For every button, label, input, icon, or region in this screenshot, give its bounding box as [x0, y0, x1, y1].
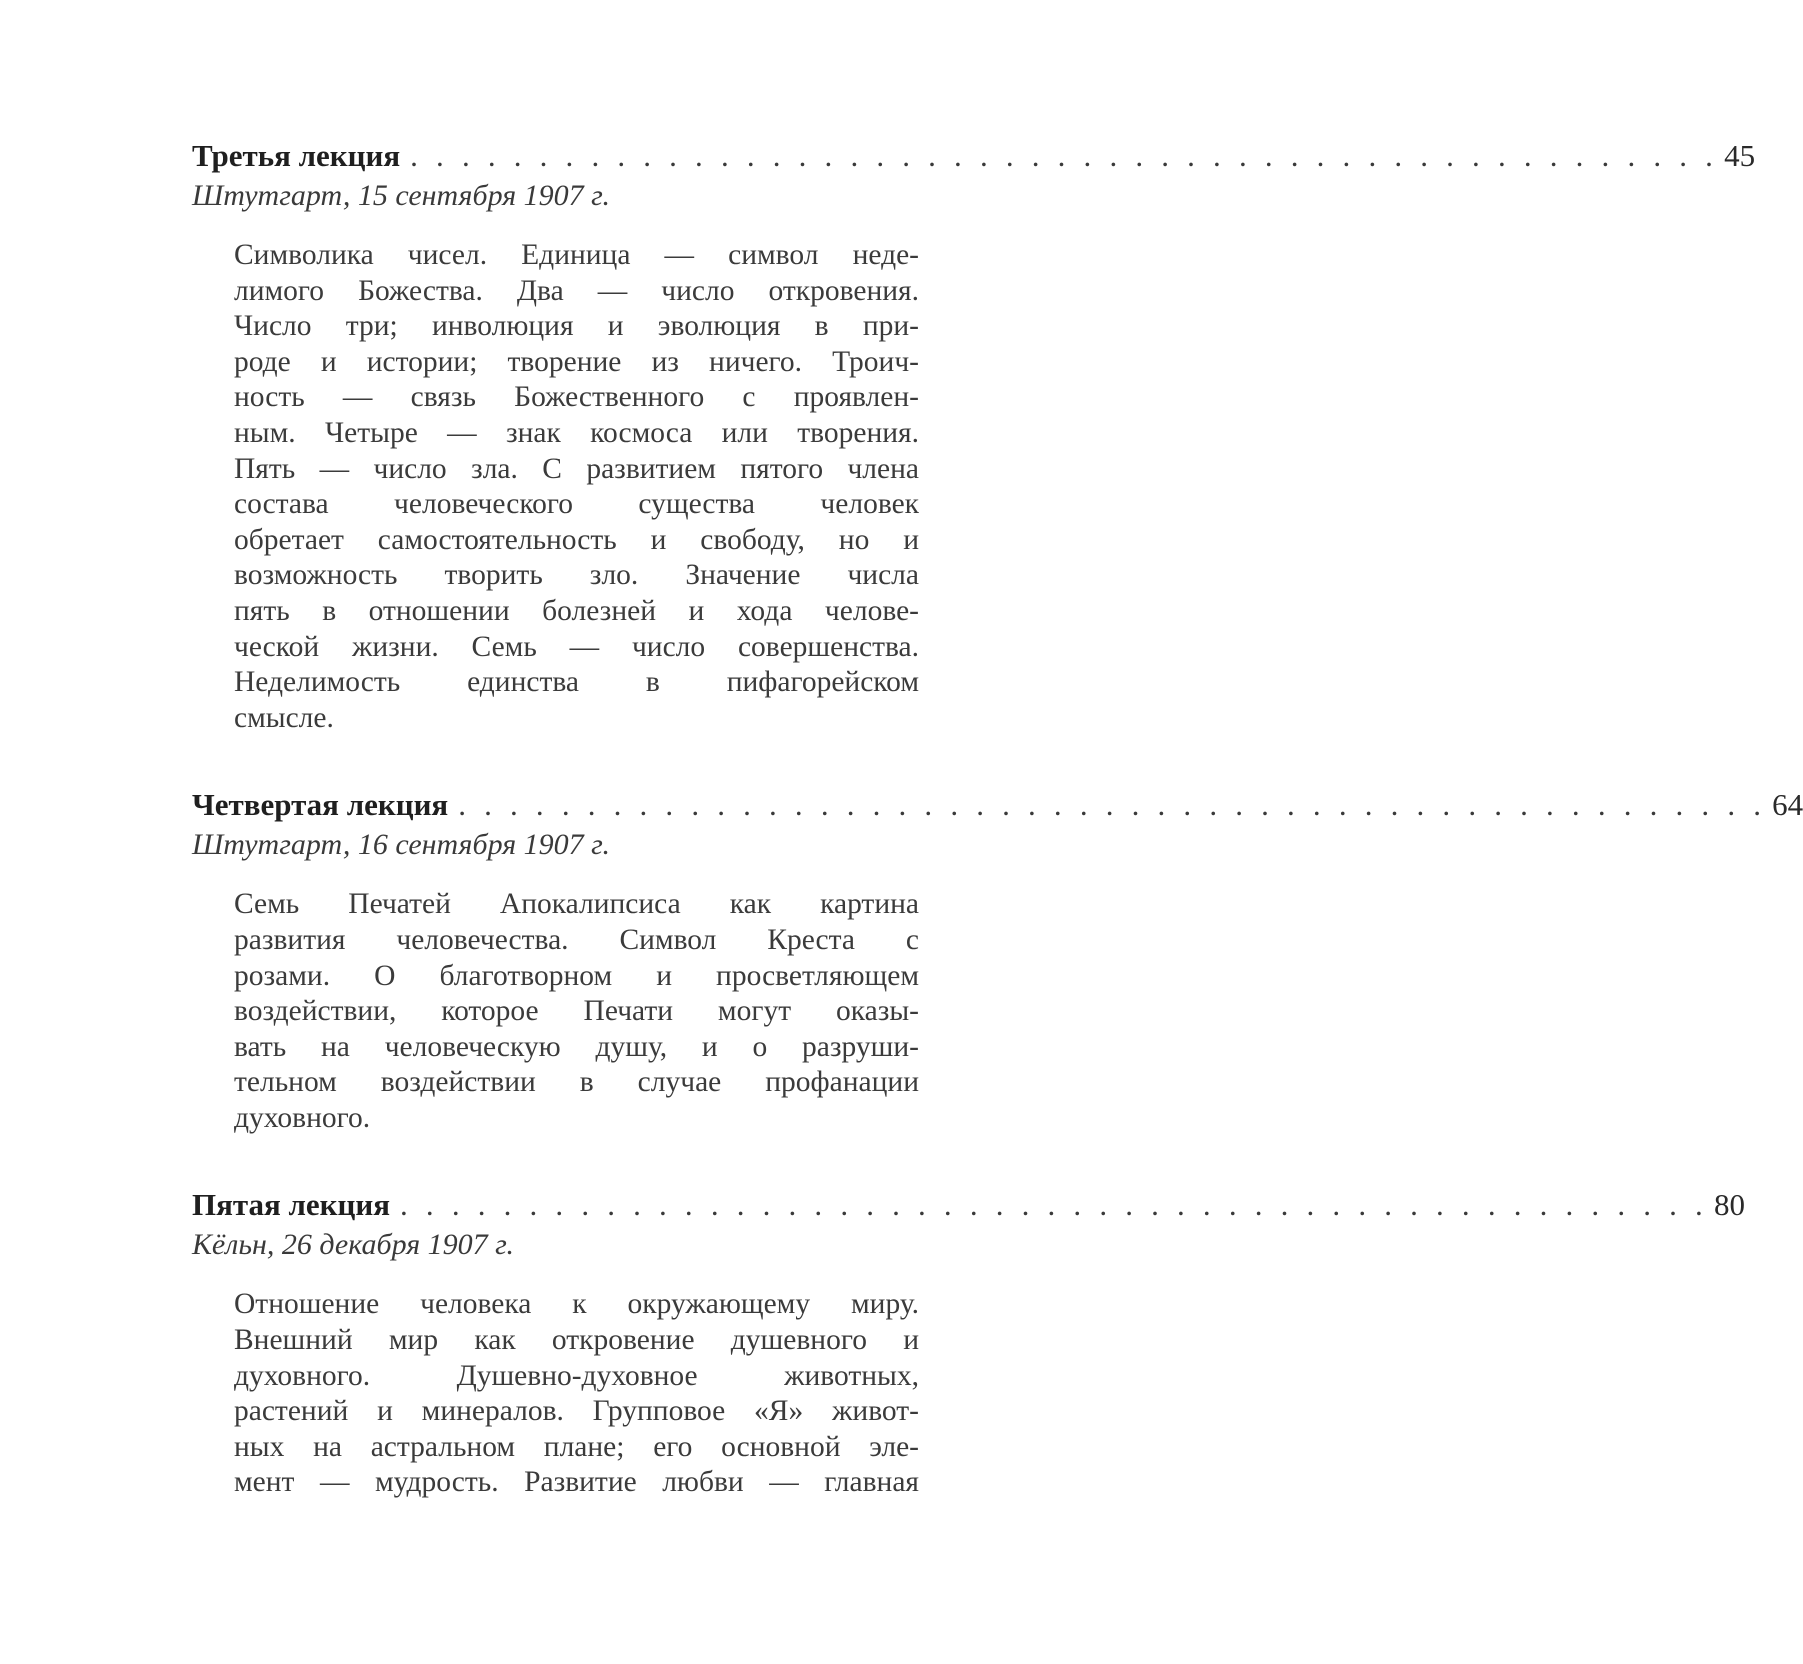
summary-line: духовного. Душевно-духовное животных,	[234, 1359, 919, 1392]
summary-line: ных на астральном плане; его основной эле-	[234, 1430, 919, 1463]
summary-line: состава человеческого существа человек	[234, 488, 919, 521]
toc-entry-third-lecture	[192, 136, 1756, 736]
summary-line: пять в отношении болезней и хода челове-	[234, 594, 919, 627]
summary-line: смысле.	[234, 701, 334, 734]
summary-line: розами. О благотворном и просветляющем	[234, 959, 919, 992]
dot-leader: . . . . . . . . . . . . . . . . . . . . . . . . . . . . . . . . . . . . . . . . . . . . . . . . . . .	[410, 138, 1719, 173]
summary-line: Внешний мир как откровение душевного и	[234, 1324, 919, 1357]
toc-heading-line	[192, 136, 1756, 176]
summary-line: ность — связь Божественного с проявлен-	[234, 381, 919, 414]
summary-line: Семь Печатей Апокалипсиса как картина	[234, 888, 919, 921]
summary-line: духовного.	[234, 1101, 371, 1134]
summary-line: воздействии, которое Печати могут оказы-	[234, 995, 919, 1028]
summary-line: обретает самостоятельность и свободу, но и	[234, 523, 919, 556]
entry-spacer	[192, 1136, 919, 1185]
summary-line: растений и минералов. Групповое «Я» живот-	[234, 1395, 919, 1428]
lecture-summary	[234, 887, 919, 1136]
lecture-place-date: Кёльн, 26 декабря 1907 г.	[192, 1228, 514, 1262]
page-number: 80	[1713, 1187, 1745, 1223]
lecture-title: Третья лекция	[192, 138, 401, 173]
lecture-title: Пятая лекция	[192, 1187, 391, 1223]
page-number: 64	[1772, 787, 1803, 823]
lecture-summary	[234, 1287, 919, 1501]
toc-entry-fourth-lecture	[192, 785, 1803, 1136]
summary-line: лимого Божества. Два — число откровения.	[234, 274, 919, 307]
toc-entry-fifth-lecture	[192, 1185, 1745, 1501]
summary-line: роде и истории; творение из ничего. Троич-	[234, 345, 919, 378]
page-number: 45	[1724, 138, 1756, 173]
summary-line: ческой жизни. Семь — число совершенства.	[234, 630, 919, 663]
summary-line: тельном воздействии в случае профанации	[234, 1066, 919, 1099]
lecture-place-date: Штутгарт, 16 сентября 1907 г.	[192, 828, 610, 862]
entry-spacer	[192, 736, 919, 785]
summary-line: Символика чисел. Единица — символ неде-	[234, 239, 919, 271]
summary-line: развития человечества. Символ Креста с	[234, 923, 919, 956]
lecture-summary	[234, 238, 919, 736]
summary-line: возможность творить зло. Значение числа	[234, 559, 919, 592]
summary-line: Пять — число зла. С развитием пятого члена	[234, 452, 919, 485]
summary-line: ным. Четыре — знак космоса или творения.	[234, 416, 919, 449]
toc-heading-line	[192, 1185, 1745, 1225]
summary-line: Отношение человека к окружающему миру.	[234, 1288, 919, 1321]
lecture-place-date: Штутгарт, 15 сентября 1907 г.	[192, 179, 610, 212]
toc-heading-line	[192, 785, 1803, 825]
lecture-title: Четвертая лекция	[192, 787, 449, 823]
summary-line: Число три; инволюция и эволюция в при-	[234, 310, 919, 343]
summary-line: вать на человеческую душу, и о разруши-	[234, 1030, 919, 1063]
summary-line: Неделимость единства в пифагорейском	[234, 666, 919, 699]
dot-leader: . . . . . . . . . . . . . . . . . . . . . . . . . . . . . . . . . . . . . . . . . . . . . . . . . . .	[458, 787, 1767, 823]
table-of-contents	[192, 136, 1803, 1501]
dot-leader: . . . . . . . . . . . . . . . . . . . . . . . . . . . . . . . . . . . . . . . . . . . . . . . . . . .	[400, 1187, 1708, 1223]
summary-line: мент — мудрость. Развитие любви — главная	[234, 1466, 919, 1499]
